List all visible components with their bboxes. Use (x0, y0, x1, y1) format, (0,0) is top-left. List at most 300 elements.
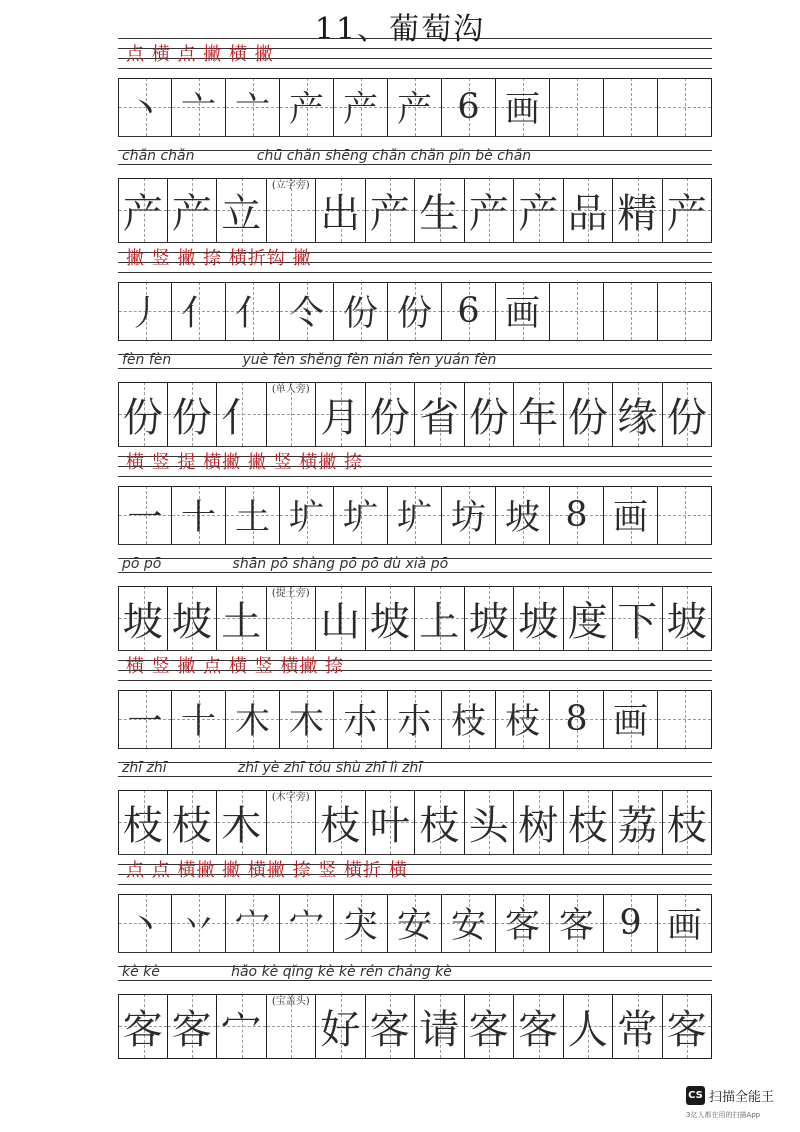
cell-guide-line (550, 107, 603, 108)
order-char: 8 (565, 495, 588, 535)
order-char: 安 (396, 906, 432, 946)
order-char: 份 (342, 294, 378, 334)
order-char: 十 (180, 498, 216, 538)
word-char: 立 (221, 190, 262, 237)
pinyin-row (118, 544, 712, 586)
word-cell (663, 790, 713, 854)
pinyin-row (118, 952, 712, 994)
word-cell (613, 382, 663, 446)
order-cell (550, 690, 604, 748)
order-char: 安 (450, 906, 486, 946)
order-cell (658, 486, 712, 544)
order-char: 坡 (504, 498, 540, 538)
order-char: 画 (666, 906, 702, 946)
ruled-line (118, 748, 712, 749)
order-cell (388, 894, 442, 952)
stroke-names-text: 横 竖 撇 点 横 竖 横撇 捺 (126, 656, 345, 677)
order-char: 枝 (450, 702, 486, 742)
pinyin-text: zhī zhī zhī yè zhī tóu shù zhī lì zhī (122, 760, 423, 776)
word-cell (564, 994, 614, 1058)
cell-guide-line (267, 822, 316, 823)
word-cell (366, 790, 416, 854)
order-cell (226, 78, 280, 136)
order-cell (172, 486, 226, 544)
row-border (118, 1058, 712, 1059)
order-cell (442, 282, 496, 340)
order-cell (496, 282, 550, 340)
order-cell (226, 282, 280, 340)
word-char: 份 (567, 394, 608, 441)
cell-guide-line (550, 311, 603, 312)
order-char: 圹 (396, 498, 432, 538)
stroke-names-text: 点 点 横撇 撇 横撇 捺 竖 横折 横 (126, 860, 408, 881)
order-cell (550, 486, 604, 544)
word-cell (366, 994, 416, 1058)
word-char: 客 (468, 1006, 509, 1053)
word-char: 产 (122, 190, 163, 237)
word-char: 上 (419, 598, 460, 645)
row-border (118, 790, 712, 791)
word-char: 产 (369, 190, 410, 237)
word-char: 枝 (122, 802, 163, 849)
word-cell (217, 994, 267, 1058)
word-cell (514, 382, 564, 446)
order-char: 画 (612, 702, 648, 742)
ruled-line (118, 368, 712, 369)
ruled-line (118, 136, 712, 137)
word-practice-row (118, 586, 712, 650)
word-char: 产 (666, 190, 707, 237)
ruled-line (118, 340, 712, 341)
stroke-order-row (118, 282, 712, 340)
order-cell (496, 894, 550, 952)
word-cell (613, 586, 663, 650)
word-cell (168, 178, 218, 242)
order-char: 一 (127, 702, 163, 742)
pinyin-row (118, 340, 712, 382)
word-char: 坡 (122, 598, 163, 645)
word-cell (366, 178, 416, 242)
order-char: 客 (504, 906, 540, 946)
word-char: 产 (518, 190, 559, 237)
word-char: 坡 (468, 598, 509, 645)
order-char: 木 (234, 702, 270, 742)
word-cell (663, 994, 713, 1058)
row-border (118, 382, 712, 383)
order-cell (604, 894, 658, 952)
order-cell (334, 486, 388, 544)
order-char: 一 (127, 498, 163, 538)
ruled-line (118, 884, 712, 885)
pinyin-text: pō pō shān pō shàng pō pō dù xià pō (122, 556, 449, 572)
word-cell (316, 994, 366, 1058)
order-char: 宀 (288, 906, 324, 946)
order-cell (172, 282, 226, 340)
word-char: 请 (419, 1006, 460, 1053)
lesson-block (118, 242, 712, 446)
word-char: 客 (666, 1006, 707, 1053)
word-cell (514, 790, 564, 854)
row-border (118, 894, 712, 895)
order-char: 6 (457, 291, 480, 331)
cell-guide-line (604, 107, 657, 108)
ruled-line (118, 544, 712, 545)
order-cell (658, 282, 712, 340)
lesson-block (118, 650, 712, 854)
word-cell (564, 178, 614, 242)
order-char: 亠 (180, 90, 216, 130)
order-cell (550, 78, 604, 136)
order-char: 圹 (288, 498, 324, 538)
word-cell (316, 790, 366, 854)
word-char: 叶 (369, 802, 410, 849)
order-cell (442, 486, 496, 544)
stroke-names-row (118, 446, 712, 486)
order-cell (442, 894, 496, 952)
order-cell (226, 894, 280, 952)
ruled-line (118, 952, 712, 953)
word-char: 坡 (171, 598, 212, 645)
word-char: 坡 (369, 598, 410, 645)
order-char: 十 (180, 702, 216, 742)
word-cell (217, 178, 267, 242)
word-char: 出 (320, 190, 361, 237)
ruled-line (118, 776, 712, 777)
word-cell (613, 790, 663, 854)
word-char: (单人旁) (271, 384, 310, 395)
order-cell (496, 486, 550, 544)
order-char: 8 (565, 699, 588, 739)
order-cell (496, 78, 550, 136)
cell-guide-line (267, 414, 316, 415)
order-char: 亻 (180, 294, 216, 334)
word-cell (316, 178, 366, 242)
order-cell (388, 282, 442, 340)
ruled-line (118, 650, 712, 651)
word-cell (465, 178, 515, 242)
order-char: 产 (342, 90, 378, 130)
word-char: 产 (171, 190, 212, 237)
order-cell (118, 690, 172, 748)
order-char: 6 (457, 87, 480, 127)
ruled-line (118, 68, 712, 69)
order-cell (388, 486, 442, 544)
row-border (118, 178, 712, 179)
word-cell (564, 382, 614, 446)
cell-guide-line (658, 515, 711, 516)
stroke-names-text: 撇 竖 撇 捺 横折钩 撇 (126, 248, 312, 269)
word-cell (415, 382, 465, 446)
word-char: 枝 (171, 802, 212, 849)
word-cell (168, 994, 218, 1058)
ruled-line (118, 242, 712, 243)
word-char: 木 (221, 802, 262, 849)
word-cell (118, 994, 168, 1058)
order-char: 产 (396, 90, 432, 130)
word-char: 头 (468, 802, 509, 849)
order-char: 亻 (234, 294, 270, 334)
order-cell (496, 690, 550, 748)
word-cell (118, 586, 168, 650)
row-border (118, 586, 712, 587)
word-char: 枝 (419, 802, 460, 849)
word-char: 份 (369, 394, 410, 441)
row-border (118, 282, 712, 283)
pinyin-row (118, 748, 712, 790)
word-cell (613, 178, 663, 242)
ruled-line (118, 38, 712, 39)
word-cell (118, 790, 168, 854)
word-cell (663, 586, 713, 650)
word-char: (立字旁) (271, 180, 310, 191)
ruled-line (118, 164, 712, 165)
word-char: (宝盖头) (271, 996, 310, 1007)
word-cell (217, 382, 267, 446)
order-cell (334, 78, 388, 136)
word-char: 好 (320, 1006, 361, 1053)
word-char: 缘 (617, 394, 658, 441)
word-char: 枝 (666, 802, 707, 849)
order-cell (280, 78, 334, 136)
word-char: 份 (122, 394, 163, 441)
word-char: 坡 (666, 598, 707, 645)
ruled-line (118, 476, 712, 477)
stroke-order-row (118, 78, 712, 136)
ruled-line (118, 980, 712, 981)
word-char: 土 (221, 598, 262, 645)
word-cell (366, 382, 416, 446)
order-cell (226, 486, 280, 544)
word-char: 品 (567, 190, 608, 237)
row-border (118, 486, 712, 487)
word-char: 坡 (518, 598, 559, 645)
word-cell (267, 790, 317, 854)
order-cell (658, 690, 712, 748)
word-cell (267, 586, 317, 650)
word-char: 份 (468, 394, 509, 441)
page-title: 11、葡萄沟 (314, 12, 486, 47)
word-char: 常 (617, 1006, 658, 1053)
pinyin-text: chǎn chǎn chū chǎn shēng chǎn chǎn pǐn bè chǎn (122, 148, 532, 164)
stroke-names-row (118, 38, 712, 78)
stroke-names-row (118, 854, 712, 894)
word-cell (415, 178, 465, 242)
order-cell (172, 78, 226, 136)
word-cell (267, 178, 317, 242)
word-practice-row (118, 178, 712, 242)
word-cell (514, 994, 564, 1058)
word-cell (316, 586, 366, 650)
word-cell (465, 790, 515, 854)
order-char: 亠 (234, 90, 270, 130)
word-cell (415, 994, 465, 1058)
order-cell (388, 690, 442, 748)
order-char: 圹 (342, 498, 378, 538)
order-cell (604, 78, 658, 136)
word-cell (663, 382, 713, 446)
word-char: 生 (419, 190, 460, 237)
lesson-block (118, 854, 712, 1058)
word-char: 产 (468, 190, 509, 237)
order-char: 产 (288, 90, 324, 130)
order-char: 宊 (342, 906, 378, 946)
order-char: 朩 (396, 702, 432, 742)
order-char: 宀 (234, 906, 270, 946)
word-cell (613, 994, 663, 1058)
word-char: 精 (617, 190, 658, 237)
ruled-line (118, 854, 712, 855)
word-char: 客 (369, 1006, 410, 1053)
word-cell (267, 994, 317, 1058)
order-cell (388, 78, 442, 136)
order-char: 9 (619, 903, 642, 943)
order-cell (172, 690, 226, 748)
word-cell (168, 382, 218, 446)
stroke-names-row (118, 650, 712, 690)
order-char: 丶 (127, 90, 163, 130)
order-cell (442, 690, 496, 748)
cell-guide-line (658, 311, 711, 312)
stroke-names-text: 横 竖 提 横撇 撇 竖 横撇 捺 (126, 452, 364, 473)
cell-guide-line (604, 311, 657, 312)
word-char: 份 (666, 394, 707, 441)
stroke-order-row (118, 690, 712, 748)
word-char: 枝 (320, 802, 361, 849)
stroke-order-row (118, 894, 712, 952)
order-cell (280, 894, 334, 952)
word-cell (564, 586, 614, 650)
cell-guide-line (658, 107, 711, 108)
watermark-tagline: 3亿人都在用的扫描App (686, 1111, 761, 1119)
order-cell (604, 486, 658, 544)
word-cell (663, 178, 713, 242)
word-char: 下 (617, 598, 658, 645)
order-char: 画 (612, 498, 648, 538)
order-cell (334, 282, 388, 340)
order-char: 仒 (288, 294, 324, 334)
camscanner-logo-icon: CS (686, 1086, 705, 1105)
word-cell (118, 382, 168, 446)
word-char: 荔 (617, 802, 658, 849)
order-cell (442, 78, 496, 136)
word-cell (564, 790, 614, 854)
word-cell (514, 178, 564, 242)
word-cell (168, 790, 218, 854)
order-char: 丷 (180, 906, 216, 946)
word-char: 枝 (567, 802, 608, 849)
order-cell (118, 78, 172, 136)
order-cell (334, 894, 388, 952)
order-cell (118, 894, 172, 952)
order-char: 份 (396, 294, 432, 334)
word-char: 山 (320, 598, 361, 645)
word-cell (217, 790, 267, 854)
row-border (118, 78, 712, 79)
order-cell (280, 486, 334, 544)
cell-guide-line (267, 618, 316, 619)
word-cell (168, 586, 218, 650)
order-cell (118, 282, 172, 340)
pinyin-row (118, 136, 712, 178)
word-char: 树 (518, 802, 559, 849)
practice-sheet (118, 38, 712, 1066)
ruled-line (118, 680, 712, 681)
order-cell (280, 690, 334, 748)
row-border (118, 690, 712, 691)
word-char: 客 (518, 1006, 559, 1053)
lesson-block (118, 446, 712, 650)
order-cell (226, 690, 280, 748)
stroke-names-row (118, 242, 712, 282)
order-cell (550, 282, 604, 340)
row-border (118, 994, 712, 995)
word-cell (316, 382, 366, 446)
word-cell (415, 586, 465, 650)
order-cell (658, 78, 712, 136)
scanner-watermark (686, 1086, 774, 1105)
watermark-app-name: 扫描全能王 (709, 1090, 775, 1105)
word-char: 人 (567, 1006, 608, 1053)
stroke-names-text: 点 横 点 撇 横 撇 (126, 44, 274, 65)
word-cell (267, 382, 317, 446)
order-char: 坊 (450, 498, 486, 538)
word-char: 宀 (221, 1006, 262, 1053)
order-cell (334, 690, 388, 748)
stroke-order-row (118, 486, 712, 544)
word-char: 省 (419, 394, 460, 441)
word-char: 份 (171, 394, 212, 441)
order-cell (604, 690, 658, 748)
pinyin-text: kè kè hǎo kè qǐng kè kè rén cháng kè (122, 964, 452, 980)
word-cell (415, 790, 465, 854)
word-char: 年 (518, 394, 559, 441)
word-cell (217, 586, 267, 650)
order-char: 朩 (342, 702, 378, 742)
word-char: (提土旁) (271, 588, 310, 599)
word-cell (465, 382, 515, 446)
order-cell (172, 894, 226, 952)
ruled-line (118, 446, 712, 447)
order-cell (550, 894, 604, 952)
order-cell (604, 282, 658, 340)
word-char: 度 (567, 598, 608, 645)
order-char: 画 (504, 294, 540, 334)
ruled-line (118, 572, 712, 573)
order-char: 丶 (127, 906, 163, 946)
cell-guide-line (267, 1026, 316, 1027)
pinyin-text: fèn fèn yuè fèn shěng fèn nián fèn yuán fèn (122, 352, 497, 368)
order-char: 枝 (504, 702, 540, 742)
word-char: 客 (171, 1006, 212, 1053)
word-cell (465, 994, 515, 1058)
word-cell (366, 586, 416, 650)
word-practice-row (118, 790, 712, 854)
order-cell (658, 894, 712, 952)
order-char: 客 (558, 906, 594, 946)
word-char: 月 (320, 394, 361, 441)
cell-guide-line (658, 719, 711, 720)
word-char: 客 (122, 1006, 163, 1053)
word-cell (465, 586, 515, 650)
ruled-line (118, 272, 712, 273)
order-char: 丿 (127, 294, 163, 334)
order-cell (118, 486, 172, 544)
order-char: 画 (504, 90, 540, 130)
word-char: 亻 (221, 394, 262, 441)
order-cell (280, 282, 334, 340)
lesson-block (118, 38, 712, 242)
order-char: 土 (234, 498, 270, 538)
